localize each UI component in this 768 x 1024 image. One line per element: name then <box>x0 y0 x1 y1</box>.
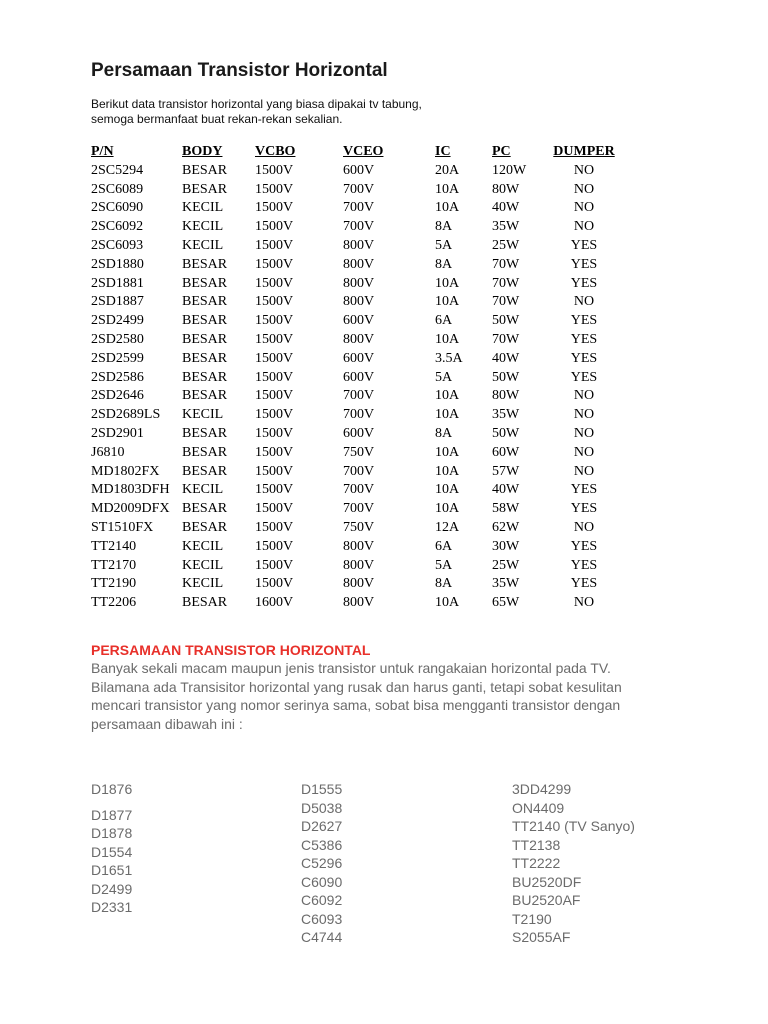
cell-vceo: 600V <box>343 369 375 385</box>
cell-ic: 10A <box>435 407 460 423</box>
cell-vceo: 700V <box>343 501 375 517</box>
list-item: D1554 <box>91 843 133 860</box>
list-item: C6092 <box>301 892 343 908</box>
cell-vcbo: 1500V <box>255 463 294 479</box>
cell-pn: 2SD2646 <box>91 388 144 404</box>
cell-pc: 80W <box>492 181 520 197</box>
cell-ic: 8A <box>435 576 453 592</box>
cell-vcbo: 1500V <box>255 425 294 441</box>
cell-ic: 10A <box>435 444 460 460</box>
cell-vceo: 750V <box>343 444 375 460</box>
cell-pn: MD2009DFX <box>91 501 170 517</box>
header-pc: PC <box>492 144 511 159</box>
cell-pn: 2SD2499 <box>91 313 144 329</box>
list-item: D1555 <box>301 781 343 797</box>
cell-pc: 35W <box>492 576 520 592</box>
cell-pn: TT2190 <box>91 576 137 592</box>
cell-dumper: YES <box>570 501 598 517</box>
list-item: C5296 <box>301 855 343 871</box>
cell-ic: 10A <box>435 463 460 479</box>
cell-body: BESAR <box>182 519 228 535</box>
cell-vcbo: 1600V <box>255 595 294 611</box>
cell-body: BESAR <box>182 256 228 272</box>
cell-dumper: YES <box>570 350 598 366</box>
cell-ic: 5A <box>435 369 453 385</box>
cell-pn: 2SD2689LS <box>91 407 161 423</box>
cell-ic: 10A <box>435 595 460 611</box>
cell-vcbo: 1500V <box>255 407 294 423</box>
cell-pc: 70W <box>492 256 520 272</box>
cell-ic: 10A <box>435 200 460 216</box>
cell-dumper: NO <box>573 219 595 235</box>
cell-body: KECIL <box>182 200 224 216</box>
section-paragraph <box>91 659 671 733</box>
cell-vceo: 800V <box>343 331 375 347</box>
list-item: D1651 <box>91 862 133 878</box>
cell-body: BESAR <box>182 463 228 479</box>
list-item: C4744 <box>301 929 343 945</box>
cell-dumper: NO <box>573 407 595 423</box>
cell-pn: 2SD2599 <box>91 350 144 366</box>
cell-vcbo: 1500V <box>255 557 294 573</box>
cell-pc: 70W <box>492 294 520 310</box>
cell-pn: MD1803DFH <box>91 482 170 498</box>
cell-pn: 2SC6090 <box>91 200 144 216</box>
cell-vcbo: 1500V <box>255 181 294 197</box>
cell-dumper: YES <box>570 237 598 253</box>
cell-vceo: 700V <box>343 200 375 216</box>
cell-pn: 2SD1881 <box>91 275 144 291</box>
cell-vceo: 800V <box>343 595 375 611</box>
cell-pc: 70W <box>492 275 520 291</box>
list-item: D1876 <box>91 781 133 797</box>
cell-vceo: 800V <box>343 275 375 291</box>
cell-dumper: YES <box>570 538 598 554</box>
paragraph-line: Banyak sekali macam maupun jenis transistor untuk rangakaian horizontal pada TV. <box>91 660 611 676</box>
cell-body: KECIL <box>182 538 224 554</box>
cell-body: BESAR <box>182 425 228 441</box>
cell-dumper: YES <box>570 275 598 291</box>
cell-pc: 80W <box>492 388 520 404</box>
cell-vcbo: 1500V <box>255 369 294 385</box>
cell-ic: 10A <box>435 482 460 498</box>
cell-dumper: NO <box>573 425 595 441</box>
cell-body: BESAR <box>182 369 228 385</box>
list-item: D2499 <box>91 880 133 897</box>
cell-vceo: 800V <box>343 538 375 554</box>
cell-vcbo: 1500V <box>255 444 294 460</box>
intro-text <box>91 97 511 127</box>
cell-pc: 40W <box>492 200 520 216</box>
cell-vceo: 700V <box>343 407 375 423</box>
cell-vcbo: 1500V <box>255 576 294 592</box>
list-item: S2055AF <box>512 929 571 945</box>
cell-pn: J6810 <box>91 444 125 460</box>
list-item: D2627 <box>301 818 343 834</box>
list-item: D5038 <box>301 799 343 816</box>
cell-vceo: 600V <box>343 425 375 441</box>
cell-vcbo: 1500V <box>255 200 294 216</box>
cell-vcbo: 1500V <box>255 538 294 554</box>
cell-pc: 35W <box>492 219 520 235</box>
cell-vcbo: 1500V <box>255 519 294 535</box>
cell-pc: 25W <box>492 237 520 253</box>
cell-dumper: YES <box>570 557 598 573</box>
header-body: BODY <box>182 144 223 159</box>
cell-vceo: 800V <box>343 237 375 253</box>
cell-vceo: 800V <box>343 256 375 272</box>
cell-vceo: 700V <box>343 219 375 235</box>
cell-pc: 40W <box>492 350 520 366</box>
cell-vcbo: 1500V <box>255 331 294 347</box>
list-item: C6093 <box>301 910 343 927</box>
cell-body: KECIL <box>182 407 224 423</box>
header-dumper: DUMPER <box>553 144 615 159</box>
cell-vcbo: 1500V <box>255 501 294 517</box>
cell-body: KECIL <box>182 576 224 592</box>
cell-dumper: NO <box>573 519 595 535</box>
cell-ic: 6A <box>435 313 453 329</box>
cell-vceo: 750V <box>343 519 375 535</box>
list-item: D1878 <box>91 825 133 841</box>
cell-pc: 62W <box>492 519 520 535</box>
header-vcbo: VCBO <box>255 144 296 159</box>
cell-pn: TT2170 <box>91 557 137 573</box>
cell-body: BESAR <box>182 181 228 197</box>
cell-vcbo: 1500V <box>255 294 294 310</box>
cell-dumper: NO <box>573 444 595 460</box>
cell-pc: 60W <box>492 444 520 460</box>
header-vceo: VCEO <box>343 144 384 159</box>
cell-pc: 40W <box>492 482 520 498</box>
cell-dumper: YES <box>570 576 598 592</box>
equivalents-column-2 <box>301 780 342 947</box>
cell-ic: 8A <box>435 425 453 441</box>
cell-vcbo: 1500V <box>255 219 294 235</box>
cell-ic: 10A <box>435 331 460 347</box>
cell-pc: 25W <box>492 557 520 573</box>
cell-pn: 2SD2901 <box>91 425 144 441</box>
cell-vceo: 700V <box>343 482 375 498</box>
cell-body: BESAR <box>182 501 228 517</box>
cell-vcbo: 1500V <box>255 388 294 404</box>
list-item: BU2520AF <box>512 892 581 908</box>
cell-ic: 10A <box>435 501 460 517</box>
cell-pn: 2SD1880 <box>91 256 144 272</box>
list-item: C5386 <box>301 836 343 853</box>
cell-ic: 10A <box>435 388 460 404</box>
cell-pn: 2SC5294 <box>91 162 144 178</box>
cell-pn: 2SD2586 <box>91 369 144 385</box>
cell-body: BESAR <box>182 294 228 310</box>
cell-body: BESAR <box>182 162 228 178</box>
cell-pn: 2SC6089 <box>91 181 144 197</box>
list-item: TT2140 (TV Sanyo) <box>512 818 635 834</box>
cell-body: KECIL <box>182 557 224 573</box>
cell-dumper: NO <box>573 463 595 479</box>
cell-dumper: NO <box>573 595 595 611</box>
cell-vcbo: 1500V <box>255 237 294 253</box>
cell-dumper: YES <box>570 369 598 385</box>
intro-line: Berikut data transistor horizontal yang biasa dipakai tv tabung, <box>91 97 422 111</box>
cell-ic: 20A <box>435 162 460 178</box>
cell-vceo: 800V <box>343 557 375 573</box>
cell-vcbo: 1500V <box>255 256 294 272</box>
cell-vcbo: 1500V <box>255 162 294 178</box>
cell-dumper: YES <box>570 313 598 329</box>
cell-pc: 35W <box>492 407 520 423</box>
cell-body: KECIL <box>182 482 224 498</box>
cell-ic: 12A <box>435 519 460 535</box>
cell-dumper: NO <box>573 294 595 310</box>
cell-body: BESAR <box>182 331 228 347</box>
list-item: ON4409 <box>512 799 565 816</box>
cell-pn: 2SD2580 <box>91 331 144 347</box>
paragraph-line: Bilamana ada Transisitor horizontal yang rusak dan harus ganti, tetapi sobat kesulitan <box>91 678 622 695</box>
cell-pc: 50W <box>492 369 520 385</box>
intro-line: semoga bermanfaat buat rekan-rekan sekalian. <box>91 112 343 126</box>
cell-vceo: 800V <box>343 294 375 310</box>
cell-vcbo: 1500V <box>255 275 294 291</box>
equivalents-column-1 <box>91 780 132 917</box>
cell-dumper: NO <box>573 388 595 404</box>
cell-ic: 3.5A <box>435 350 463 366</box>
list-item: D2331 <box>91 899 133 915</box>
paragraph-line: persamaan dibawah ini : <box>91 715 243 732</box>
cell-ic: 5A <box>435 237 453 253</box>
header-pn: P/N <box>91 144 114 159</box>
list-item: 3DD4299 <box>512 781 572 797</box>
cell-pc: 50W <box>492 313 520 329</box>
cell-vcbo: 1500V <box>255 313 294 329</box>
cell-pn: 2SD1887 <box>91 294 144 310</box>
cell-vceo: 800V <box>343 576 375 592</box>
list-item: D1877 <box>91 806 133 823</box>
cell-pc: 30W <box>492 538 520 554</box>
cell-dumper: NO <box>573 200 595 216</box>
cell-dumper: NO <box>573 181 595 197</box>
cell-body: KECIL <box>182 219 224 235</box>
cell-body: BESAR <box>182 350 228 366</box>
cell-ic: 8A <box>435 256 453 272</box>
cell-ic: 5A <box>435 557 453 573</box>
cell-pn: MD1802FX <box>91 463 160 479</box>
section-title: PERSAMAAN TRANSISTOR HORIZONTAL <box>91 642 371 658</box>
list-item: BU2520DF <box>512 873 582 890</box>
cell-pn: 2SC6093 <box>91 237 144 253</box>
cell-ic: 10A <box>435 294 460 310</box>
cell-pc: 70W <box>492 331 520 347</box>
cell-body: BESAR <box>182 275 228 291</box>
cell-dumper: YES <box>570 331 598 347</box>
cell-vcbo: 1500V <box>255 482 294 498</box>
cell-pn: ST1510FX <box>91 519 154 535</box>
cell-body: BESAR <box>182 313 228 329</box>
cell-pn: 2SC6092 <box>91 219 144 235</box>
cell-vceo: 600V <box>343 162 375 178</box>
list-item: TT2222 <box>512 855 561 871</box>
cell-dumper: YES <box>570 482 598 498</box>
cell-vceo: 600V <box>343 313 375 329</box>
list-item: C6090 <box>301 873 343 890</box>
equivalents-column-3 <box>512 780 635 947</box>
cell-pn: TT2140 <box>91 538 137 554</box>
cell-pc: 57W <box>492 463 520 479</box>
cell-pc: 120W <box>492 162 527 178</box>
cell-ic: 10A <box>435 275 460 291</box>
cell-body: KECIL <box>182 237 224 253</box>
page-title: Persamaan Transistor Horizontal <box>91 60 388 81</box>
cell-pc: 58W <box>492 501 520 517</box>
cell-ic: 10A <box>435 181 460 197</box>
paragraph-line: mencari transistor yang nomor serinya sama, sobat bisa mengganti transistor dengan <box>91 697 621 713</box>
list-item: TT2138 <box>512 836 561 853</box>
cell-body: BESAR <box>182 595 228 611</box>
cell-dumper: YES <box>570 256 598 272</box>
cell-body: BESAR <box>182 388 228 404</box>
cell-vceo: 700V <box>343 388 375 404</box>
list-item: T2190 <box>512 910 552 927</box>
cell-vceo: 700V <box>343 463 375 479</box>
cell-vceo: 600V <box>343 350 375 366</box>
cell-pc: 50W <box>492 425 520 441</box>
cell-pn: TT2206 <box>91 595 137 611</box>
cell-body: BESAR <box>182 444 228 460</box>
cell-dumper: NO <box>573 162 595 178</box>
cell-ic: 6A <box>435 538 453 554</box>
cell-ic: 8A <box>435 219 453 235</box>
cell-vcbo: 1500V <box>255 350 294 366</box>
header-ic: IC <box>435 144 451 159</box>
cell-pc: 65W <box>492 595 520 611</box>
cell-vceo: 700V <box>343 181 375 197</box>
